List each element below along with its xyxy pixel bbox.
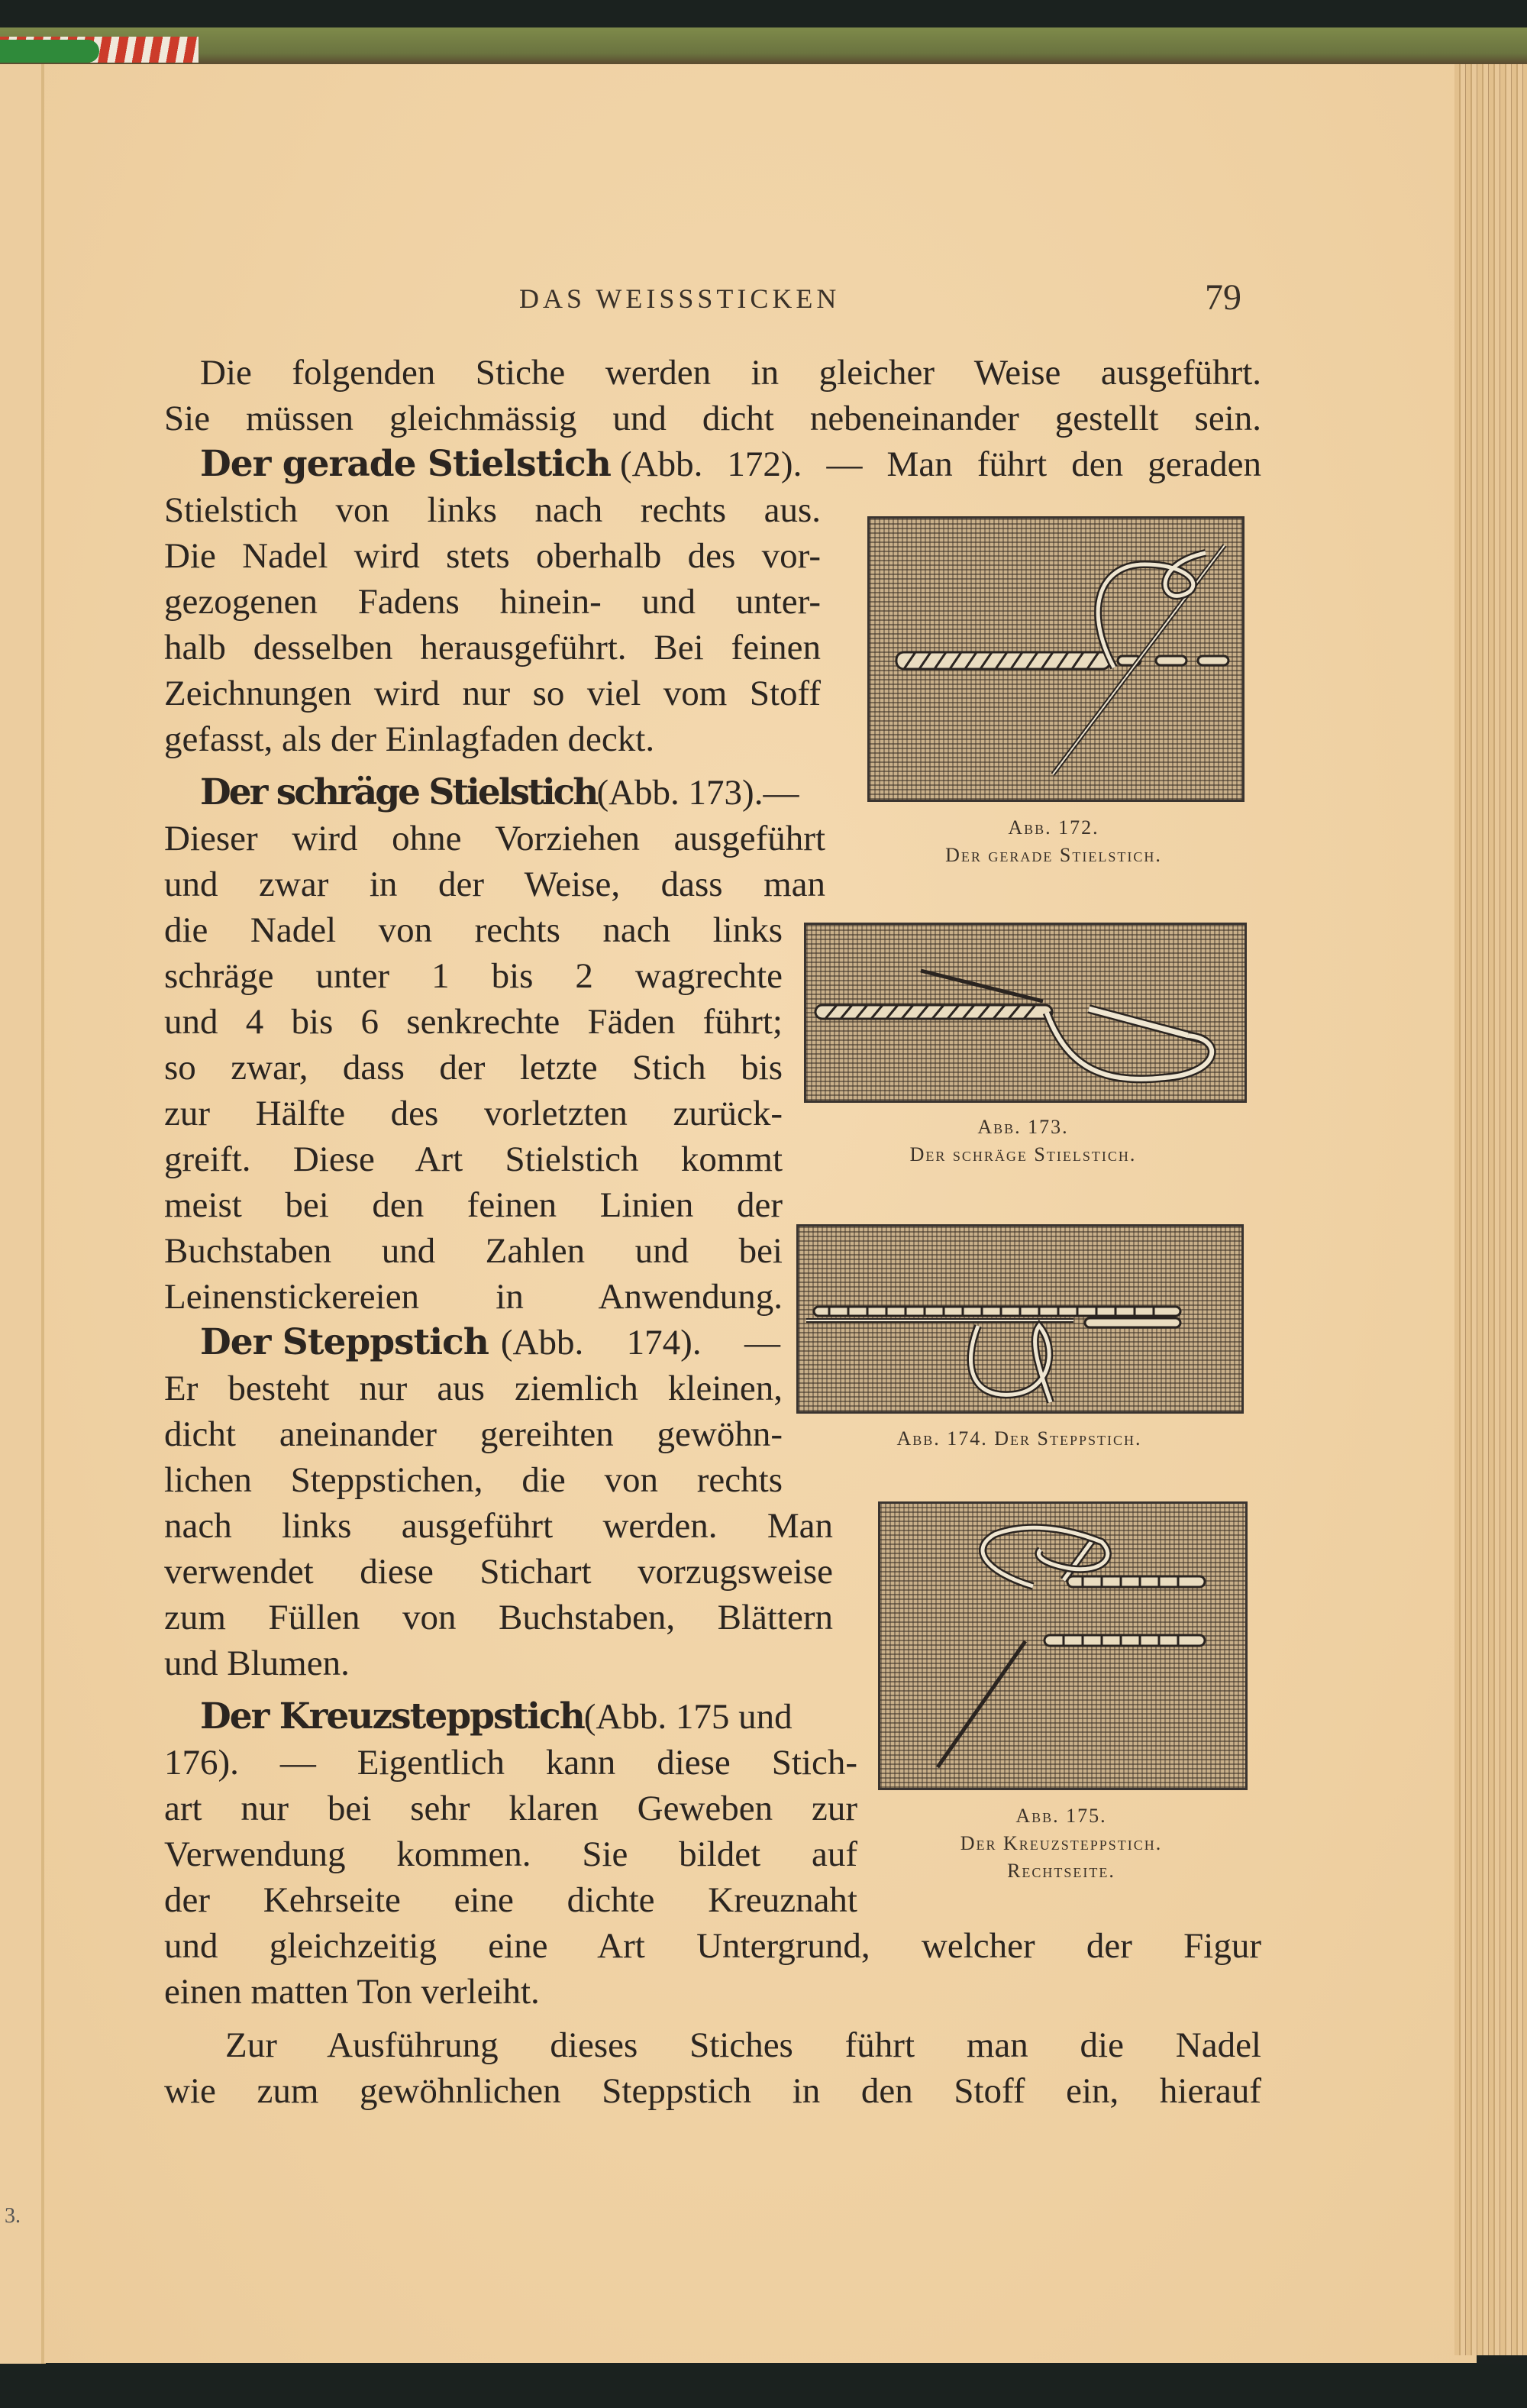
figure-174-caption [794,1425,1245,1453]
body-line: und gleichzeitig eine Art Untergrund, welcher der Figur [164,1926,1261,1966]
body-line: lichen Steppstichen, die von rechts [164,1460,783,1500]
body-line: meist bei den feinen Linien der [164,1185,783,1225]
body-line: art nur bei sehr klaren Geweben zur [164,1789,857,1828]
section-heading: Der Kreuzsteppstich [200,1695,584,1737]
figure-175-illustration [878,1501,1248,1790]
figure-number: Abb. 173. [977,1116,1069,1138]
section-heading-line [200,770,826,816]
previous-page-edge [0,64,46,2371]
section-heading: Der gerade Stielstich [200,443,611,485]
figure-title: Der Kreuzsteppstich. [960,1832,1163,1854]
section-heading-ref: (Abb. 175 und [583,1697,793,1737]
body-line: greift. Diese Art Stielstich kommt [164,1139,783,1179]
section-heading: Der Steppstich [200,1321,489,1363]
section-heading-line [200,441,1261,487]
body-line: gefasst, als der Einlagfaden deckt. [164,719,655,759]
running-title: DAS WEISSSTICKEN [519,283,841,314]
section-heading-line [200,1694,857,1740]
body-line: Verwendung kommen. Sie bildet auf [164,1834,857,1874]
background-bottom [0,2364,1527,2408]
figure-number: Abb. 174. [896,1427,988,1450]
figure-173-caption [802,1113,1245,1168]
section-heading-line [200,1320,780,1366]
page-number: 79 [1205,277,1241,318]
bookmark-tab [0,40,99,63]
body-line: halb desselben herausgeführt. Bei feinen [164,628,821,667]
body-line: wie zum gewöhnlichen Steppstich in den Stoff ein, hierauf [164,2071,1261,2111]
figure-175-caption [855,1802,1267,1885]
body-line: Die folgenden Stiche werden in gleicher Weise ausgeführt. [200,353,1261,393]
background-top [0,0,1527,31]
body-line: Buchstaben und Zahlen und bei [164,1231,783,1271]
body-line: dicht aneinander gereihten gewöhn- [164,1414,783,1454]
body-line: die Nadel von rechts nach links [164,910,783,950]
body-line: Zeichnungen wird nur so viel vom Stoff [164,674,821,713]
body-line: so zwar, dass der letzte Stich bis [164,1048,783,1088]
backstitch-needle-icon [799,1227,1241,1411]
body-line: und zwar in der Weise, dass man [164,865,825,904]
body-line: schräge unter 1 bis 2 wagrechte [164,956,783,996]
figure-title: Der Steppstich. [994,1427,1142,1450]
body-line: einen matten Ton verleiht. [164,1972,540,2012]
body-line: zum Füllen von Buchstaben, Blättern [164,1598,833,1637]
body-line: gezogenen Fadens hinein- und unter- [164,582,821,622]
figure-title: Der gerade Stielstich. [945,844,1162,866]
body-line: verwendet diese Stichart vorzugsweise [164,1552,833,1592]
figure-172-caption [847,814,1260,869]
body-line: zur Hälfte des vorletzten zurück- [164,1094,783,1133]
book-cover-edge [0,27,1527,64]
body-line: der Kehrseite eine dichte Kreuznaht [164,1880,857,1920]
body-line: Sie müssen gleichmässig und dicht nebeneinander gestellt sein. [164,399,1261,438]
body-line: Die Nadel wird stets oberhalb des vor- [164,536,821,576]
previous-page-fragment: 3. [5,2204,21,2228]
section-heading: Der schräge Stielstich [200,771,597,813]
body-line: Stielstich von links nach rechts aus. [164,490,821,530]
body-line: und Blumen. [164,1644,350,1683]
body-line: Leinenstickereien in Anwendung. [164,1277,783,1317]
stem-stitch-needle-icon [870,519,1242,800]
section-heading-ref: (Abb. 174). — [500,1323,780,1362]
page-edges [1454,64,1527,2355]
figure-172-illustration [867,516,1245,802]
body-line: Dieser wird ohne Vorziehen ausgeführt [164,819,825,858]
section-heading-ref: (Abb. 173).— [596,773,799,813]
body-line: nach links ausgeführt werden. Man [164,1506,833,1546]
cross-backstitch-needle-icon [880,1504,1245,1788]
figure-173-illustration [804,923,1247,1103]
figure-title: Der schräge Stielstich. [909,1143,1137,1165]
body-line: Er besteht nur aus ziemlich kleinen, [164,1369,783,1408]
body-line: Zur Ausführung dieses Stiches führt man die Nadel [225,2025,1261,2065]
body-line: 176). — Eigentlich kann diese Stich- [164,1743,857,1783]
figure-number: Abb. 172. [1008,816,1099,839]
figure-174-illustration [796,1224,1244,1414]
slanted-stem-stitch-needle-icon [806,925,1245,1101]
figure-subtitle: Rechtseite. [1007,1860,1115,1882]
body-line: und 4 bis 6 senkrechte Fäden führt; [164,1002,783,1042]
section-heading-ref: (Abb. 172). — Man führt den geraden [619,444,1261,484]
figure-number: Abb. 175. [1015,1805,1107,1827]
